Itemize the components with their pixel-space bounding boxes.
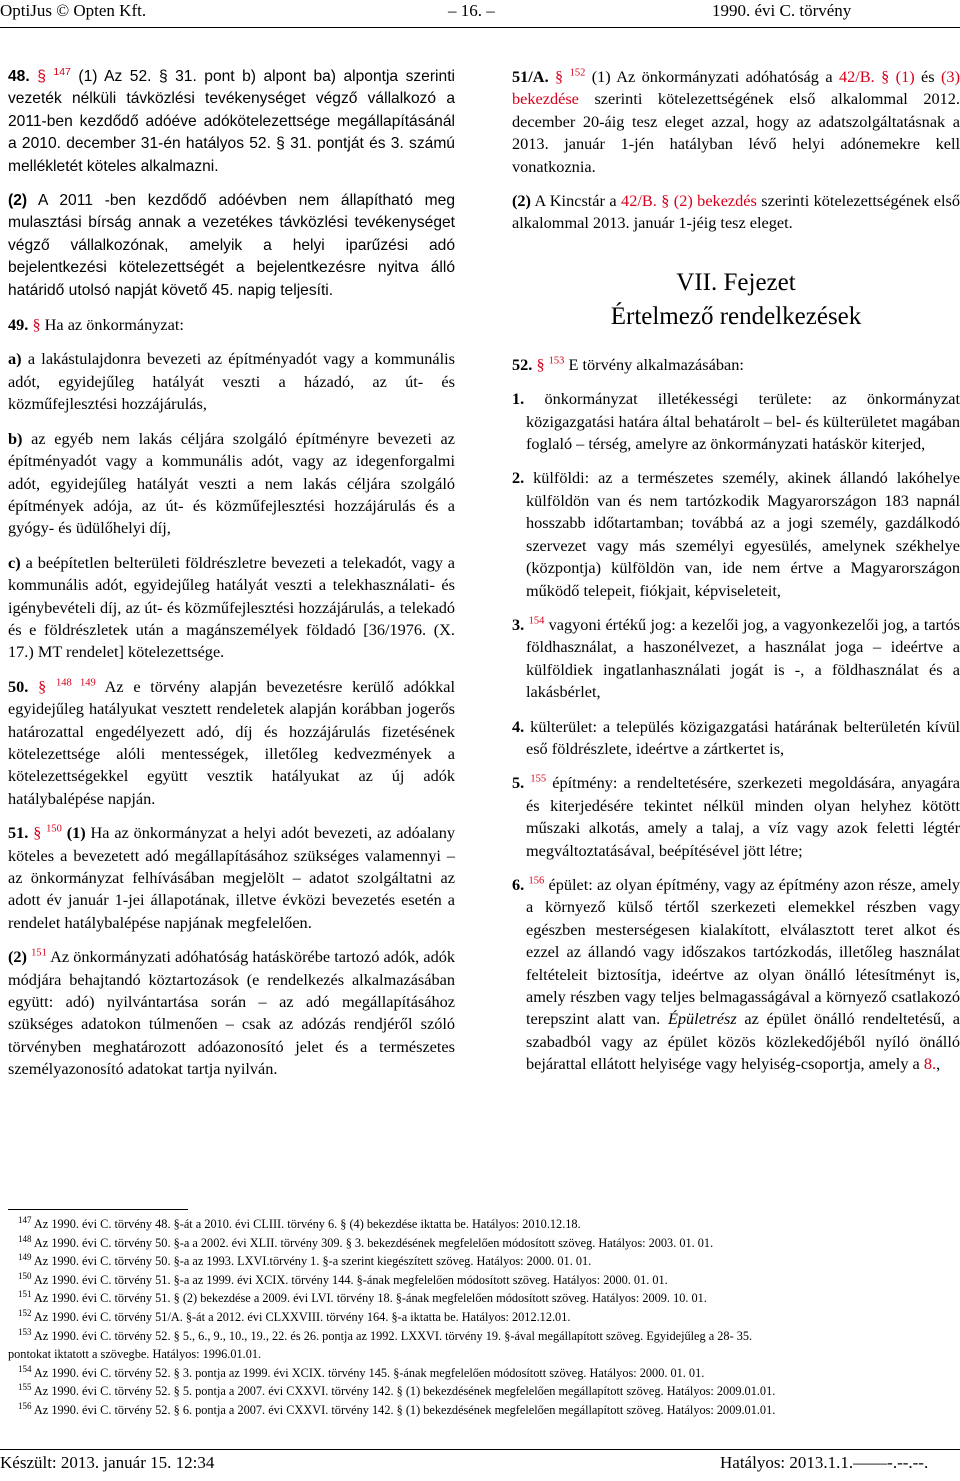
- footnote-154: [8, 1364, 958, 1383]
- point-letter: a): [8, 349, 22, 369]
- definition-1: [512, 388, 960, 455]
- definition-3: [512, 614, 960, 704]
- definition-text: önkormányzat illetékességi területe: az önkormányzat közigazgatási határa által behatárolt – bel- és külterületet magában foglaló – térség, amelyre az önkormányzati hatáskör kiterjed,: [526, 389, 960, 454]
- definition-4: [512, 716, 960, 761]
- section-link[interactable]: §: [37, 68, 46, 85]
- footnote-ref-156[interactable]: 156: [528, 875, 545, 887]
- definition-text: vagyoni értékű jog: a kezelői jog, a vagyonkezelői jog, a tartós földhasználat, a haszonélvezet, a használat joga – ideértve a külföldiek ingatlanhasználati jogát is -, a földhasználat és a lakásbérlet,: [526, 614, 960, 702]
- definition-text: külföldi: az a természetes személy, akinek állandó lakóhelye külföldön van és nem tartózkodik Magyarországon 183 napnál hosszabb időtartamban; továbbá az a jogi személy, gazdálkodó szervezet vagy más személyi egyesülés, amelynek székhelye (központja) külföldön van, ide nem értve a Magyarországon működő telepeit, fiókjait, képviseleteit,: [526, 468, 960, 600]
- footnote-ref-154[interactable]: 154: [528, 615, 545, 627]
- paragraph-text: A 2011 -ben kezdődő adóévben nem állapítható meg mulasztási bírság annak a vezetékes távközlési tevékenységet végző vállalkozónak, amelyik a helyi iparűzési adó bejelentkezési kötelezettségét a bejelentkezésre nyitva álló határidő utolsó napját követő 45. napig teljesíti.: [8, 192, 455, 299]
- paragraph-text: és: [921, 67, 935, 86]
- footnote-number: 156: [18, 1400, 32, 1411]
- section-51A-1: [512, 66, 960, 178]
- footnote-ref-153[interactable]: 153: [548, 355, 565, 367]
- cross-ref-link[interactable]: (3) bekezdése: [512, 67, 960, 109]
- point-49-a: [8, 348, 455, 415]
- footnote-ref-151[interactable]: 151: [31, 947, 47, 959]
- section-number: 50.: [8, 676, 29, 696]
- publisher: OptiJus © Opten Kft.: [0, 1, 147, 20]
- effective-date: Hatályos: 2013.1.1.––––-.--.--.: [720, 1453, 929, 1472]
- definition-text: építmény: a rendeltetésére, szerkezeti megoldására, anyagára és kiterjedésére tekintet nélkül minden olyan helyhez kötött műszaki alkotás, amely a talaj, a víz vagy azok feletti légtér megváltoztatásával, beépítésével jött létre;: [526, 773, 960, 860]
- footnote-text: Az 1990. évi C. törvény 51. § (2) bekezdése a 2009. évi LVI. törvény 18. §-ának megfelelően módosított szöveg. Hatályos: 2009. 10. 01.: [33, 1291, 707, 1306]
- footnote-number: 152: [18, 1307, 32, 1318]
- section-number: 51.: [8, 823, 29, 843]
- section-48-1: [8, 66, 455, 178]
- point-text: a lakástulajdonra bevezeti az építményadót vagy a kommunális adót, egyidejűleg hatályát veszti a házadó, az út- és közműfejlesztési hozzájárulás,: [8, 349, 455, 414]
- section-50: [8, 676, 455, 810]
- footnote-149: [8, 1252, 958, 1271]
- footnotes: [8, 1215, 958, 1420]
- paragraph-text: A Kincstár a: [534, 191, 617, 211]
- footnote-147: [8, 1215, 958, 1234]
- point-text: az egyéb nem lakás céljára szolgáló építményre bevezeti az építményadót vagy a kommunális adót, vagy az idegenforgalmi adót, egyidejűleg hatályát veszti a nem lakás céljára szolgáló építmények adója, az út- és közműfejlesztési hozzájárulás és a gyógy- és üdülőhelyi díj,: [8, 428, 455, 538]
- section-link[interactable]: §: [555, 67, 564, 86]
- section-49: [8, 314, 455, 336]
- footnote-number: 155: [18, 1382, 32, 1393]
- paragraph-text: Az önkormányzati adóhatóság hatáskörébe tartozó adók, adók módjára behajtandó köztartozások (e rendelkezés alkalmazásában együtt: adó) nyilvántartása során – az adó megállapításához szükséges adatokon túlmenően – csak az adózás rendjéről szóló törvényben meghatározott adóazonosító jelet és a természetes személyazonosító adatokat tartja nyilván.: [8, 947, 456, 1079]
- section-link[interactable]: §: [38, 676, 47, 696]
- paragraph-text: Ha az önkormányzat:: [44, 315, 184, 335]
- created-date: Készült: 2013. január 15. 12:34: [0, 1453, 215, 1472]
- paragraph-text: Ha az önkormányzat a helyi adót bevezeti, az adóalany köteles a bevezetett adó megállapításához szükséges valamennyi – az önkormányzat felhívásában megjelölt – adatot szolgáltatni az adott év január 1-jei állapotának, illetve évközi bevezetés esetén a rendelet hatálybalépése napjának megfelelően.: [8, 823, 456, 932]
- footnote-number: 147: [18, 1214, 32, 1225]
- footnote-text: Az 1990. évi C. törvény 52. § 6. pontja a 2007. évi CXXVI. törvény 142. § (1) bekezdésének megfelelően megállapított szöveg. Hatályos: 2009.01.01.: [33, 1402, 776, 1417]
- header-rule: [0, 27, 960, 28]
- definition-text: épület: az olyan építmény, vagy az építmény azon része, amely a környező külső tértől szerkezeti elemekkel részben vagy egészben mesterségesen kialakított, elválasztott teret alkot és ezzel az állandó vagy időszakos tartózkodás, illetőleg használat feltételeit biztosítja, ideértve az olyan önálló létesítményt is, amely részben vagy teljes belmagasságával a környező csatlakozó terepszint alatt van.: [526, 874, 960, 1029]
- definition-2: [512, 467, 960, 601]
- footnote-153: [8, 1327, 958, 1346]
- page-number: – 16. –: [448, 1, 495, 20]
- definition-6: [512, 874, 960, 1076]
- footnote-rule: [8, 1209, 188, 1210]
- footnote-ref-155[interactable]: 155: [530, 773, 547, 785]
- footnote-continuation: pontokat iktatott a szövegbe. Hatályos: 1996.01.01.: [8, 1347, 262, 1362]
- cross-ref-link[interactable]: 42/B. § (1): [838, 67, 915, 86]
- footnote-148: [8, 1234, 958, 1253]
- definition-number: 5.: [512, 773, 525, 793]
- definition-number: 4.: [512, 716, 525, 736]
- footnote-number: 151: [18, 1289, 32, 1300]
- subsection-number: (2): [8, 947, 27, 967]
- footnote-ref-152[interactable]: 152: [569, 67, 586, 79]
- definition-text: külterület: a település közigazgatási határának belterületén kívül eső földrészlete, ideértve a zártkertet is,: [526, 716, 960, 758]
- punctuation: ,: [936, 1054, 941, 1074]
- page-header: [0, 0, 960, 26]
- footer-rule: [0, 1449, 960, 1450]
- point-49-b: [8, 428, 455, 540]
- footnote-number: 154: [18, 1363, 32, 1374]
- section-number: 48.: [8, 68, 30, 85]
- footnote-text: Az 1990. évi C. törvény 51/A. §-át a 2012. évi CLXXVIII. törvény 164. §-a iktatta be. Hatályos: 2012.12.01.: [33, 1309, 571, 1324]
- footnote-text: Az 1990. évi C. törvény 50. §-a az 1993. LXVI.törvény 1. §-a szerint kiegészített szöveg. Hatályos: 2000. 01. 01.: [33, 1254, 592, 1269]
- footnote-ref-148-149[interactable]: 148 149: [55, 677, 96, 689]
- point-letter: b): [8, 428, 23, 448]
- section-51A-2: [512, 190, 960, 235]
- footnote-number: 150: [18, 1270, 32, 1281]
- law-title: 1990. évi C. törvény: [712, 1, 852, 20]
- footnote-text: Az 1990. évi C. törvény 51. §-a az 1999. évi XCIX. törvény 144. §-ának megfelelően módosított szöveg. Hatályos: 2000. 01. 01.: [33, 1272, 668, 1287]
- point-49-c: [8, 552, 455, 664]
- section-number: 51/A.: [512, 67, 549, 86]
- definition-number: 3.: [512, 614, 525, 634]
- section-number: 52.: [512, 354, 533, 374]
- defined-term: Épületrész: [667, 1009, 737, 1029]
- footnote-151: [8, 1289, 958, 1308]
- paragraph-text: E törvény alkalmazásában:: [568, 354, 744, 374]
- section-48-2: [8, 190, 455, 302]
- cross-ref-link[interactable]: 42/B. § (2) bekezdés: [621, 191, 757, 211]
- footnote-ref-150[interactable]: 150: [46, 823, 62, 835]
- section-link[interactable]: §: [33, 823, 42, 843]
- footnote-number: 153: [18, 1326, 32, 1337]
- right-column: [512, 66, 960, 1088]
- point-letter: c): [8, 552, 21, 572]
- footnote-155: [8, 1382, 958, 1401]
- subsection-number: (2): [8, 192, 28, 210]
- footnote-text: Az 1990. évi C. törvény 52. § 5., 6., 9., 10., 19., 22. és 26. pontja az 1992. LXXVI. törvény 19. §-ával megállapított szöveg. Egyidejűleg a 28- 35.: [33, 1328, 753, 1343]
- section-52: [512, 354, 960, 376]
- section-number: 49.: [8, 315, 29, 335]
- footnote-ref-147[interactable]: 147: [53, 65, 71, 78]
- subsection-number: (1): [66, 823, 86, 843]
- point-text: a beépítetlen belterületi földrészletre bevezeti a telekadót, vagy a kommunális adót, egyidejűleg hatályát veszti a telekhasználati- és igénybevételi díj, az út- és közműfejlesztési hozzájárulás, a telekadó és e földrészletek után a magánszemélyek földadó [36/1976. (X. 17.) MT rendelet] kötelezettsége.: [8, 552, 455, 662]
- footnote-text: Az 1990. évi C. törvény 52. § 5. pontja a 2007. évi CXXVI. törvény 142. § (1) bekezdésének megfelelően megállapított szöveg. Hatályos: 2009.01.01.: [33, 1384, 776, 1399]
- footnote-152: [8, 1308, 958, 1327]
- paragraph-text: Az e törvény alapján bevezetésre kerülő adókkal egyidejűleg hatályukat vesztett rendeletek alapján korábban jogerős határozattal engedélyezett adó, díj és hozzájárulás fizetésének kötelezettsége alóli mentességek, illetőleg kedvezmények a kötelezettségekkel együtt vesztik hatályukat az új adók hatálybalépése napján.: [8, 676, 456, 808]
- paragraph-text: szerinti kötelezettségének első alkalommal 2012. december 20-áig tesz eleget azzal, hogy az adatszolgáltatásnak a 2013. január 1-jén hatályban lévő helyi adónemekre kell vonatkoznia.: [512, 89, 960, 176]
- cross-ref-link[interactable]: 8.: [923, 1054, 937, 1074]
- definition-number: 1.: [512, 389, 525, 409]
- section-link[interactable]: §: [32, 315, 41, 335]
- section-51-2: [8, 946, 455, 1080]
- left-column: [8, 66, 455, 1093]
- section-link[interactable]: §: [536, 354, 545, 374]
- subsection-number: (2): [512, 191, 531, 211]
- footnote-number: 149: [18, 1252, 32, 1263]
- chapter-number: VII. Fejezet: [676, 268, 796, 296]
- footnote-text: Az 1990. évi C. törvény 48. §-át a 2010. évi CLIII. törvény 6. § (4) bekezdése iktatta be. Hatályos: 2010.12.18.: [33, 1217, 581, 1231]
- paragraph-text: (1) Az 52. § 31. pont b) alpont ba) alpontja szerinti vezeték nélküli távközlési tevékenységet végző vállalkozó a 2011-ben kezdődő adóéve adókötelezettsége megállapításánál a 2010. december 31-én hatályos 52. § 31. pontját és 3. számú mellékletét köteles alkalmazni.: [8, 68, 455, 175]
- paragraph-text: (1) Az önkormányzati adóhatóság a: [591, 67, 833, 86]
- footnote-150: [8, 1271, 958, 1290]
- footnote-text: Az 1990. évi C. törvény 50. §-a a 2002. évi XLII. törvény 309. § 3. bekezdésének megfelelően módosított szöveg. Hatályos: 2003. 01. 01.: [33, 1235, 714, 1250]
- definition-number: 2.: [512, 468, 525, 488]
- definition-text: az épület önálló rendeltetésű, a szabadból vagy az épület közös közlekedőjéből nyíló önálló bejárattal ellátott helyisége vagy helyiség-csoportja, amely a: [526, 1009, 960, 1074]
- footnote-156: [8, 1401, 958, 1420]
- paragraph-text: szerinti kötelezettségének első alkalommal 2013. január 1-jéig tesz eleget.: [512, 191, 960, 233]
- definition-number: 6.: [512, 874, 525, 894]
- chapter-heading: [512, 267, 960, 332]
- chapter-title: Értelmező rendelkezések: [610, 302, 862, 330]
- definition-5: [512, 772, 960, 862]
- footnote-text: Az 1990. évi C. törvény 52. § 3. pontja az 1999. évi XCIX. törvény 145. §-ának megfelelően módosított szöveg. Hatályos: 2000. 01. 01.: [33, 1365, 705, 1380]
- section-51-1: [8, 822, 455, 934]
- footnote-number: 148: [18, 1233, 32, 1244]
